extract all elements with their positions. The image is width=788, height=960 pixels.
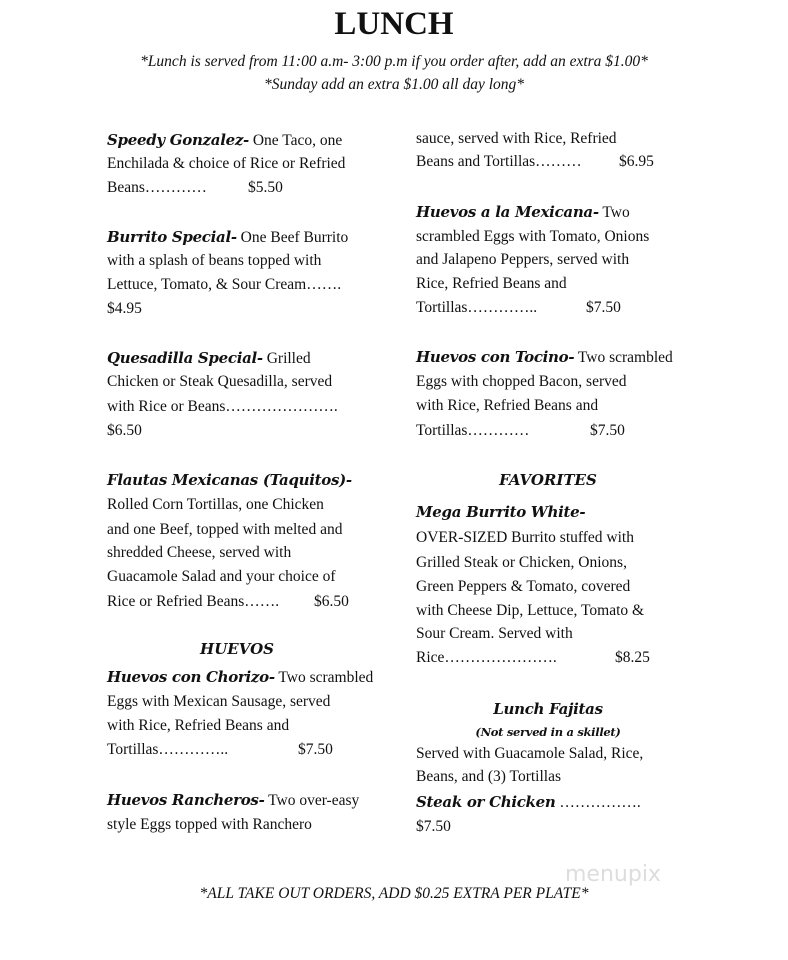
item-desc: with Cheese Dip, Lettuce, Tomato & [416,602,645,619]
item-desc: and Jalapeno Peppers, served with [416,251,630,268]
item-desc: Green Peppers & Tomato, covered [416,578,631,595]
watermark-logo: menupix [565,862,661,887]
item-price: $7.50 [590,422,625,439]
item-name: Huevos con Tocino- [416,348,575,366]
item-desc: Beans and Tortillas……… [416,153,582,170]
item-desc: Rice or Refried Beans……. [107,593,280,610]
item-price: $6.50 [314,593,349,610]
item-desc: Rice…………………. [416,649,557,666]
item-desc: style Eggs topped with Ranchero [107,816,312,833]
item-desc: One Beef Burrito [236,229,349,246]
item-name: Huevos con Chorizo- [107,668,275,686]
section-heading-huevos: HUEVOS [200,640,274,658]
item-desc: Enchilada & choice of Rice or Refried [107,155,346,172]
item-desc: Two scrambled [274,669,374,686]
item-desc: Rice, Refried Beans and [416,275,567,292]
item-price: $7.50 [416,818,451,835]
item-desc: Grilled Steak or Chicken, Onions, [416,554,627,571]
item-name: Mega Burrito White- [416,503,586,521]
item-price: $6.50 [107,422,142,439]
item-desc: and one Beef, topped with melted and [107,521,343,538]
item-desc: Beans………… [107,179,207,196]
item-desc: with Rice, Refried Beans and [416,397,599,414]
item-desc: Beans, and (3) Tortillas [416,768,561,785]
item-desc: OVER-SIZED Burrito stuffed with [416,529,634,546]
item-desc: sauce, served with Rice, Refried [416,130,617,147]
item-subnote: (Not served in a skillet) [475,725,621,739]
item-desc: Sour Cream. Served with [416,625,573,642]
item-desc: Chicken or Steak Quesadilla, served [107,373,333,390]
sunday-note: *Sunday add an extra $1.00 all day long* [263,76,525,93]
item-price: $8.25 [615,649,650,666]
item-option: Steak or Chicken [416,793,556,811]
item-dots: ……………. [555,794,641,811]
item-price: $6.95 [619,153,654,170]
item-desc: Tortillas………… [416,422,530,439]
item-name: Speedy Gonzalez- [107,131,249,149]
item-desc: with a splash of beans topped with [107,252,322,269]
item-desc: Two over-easy [264,792,360,809]
item-name: Quesadilla Special- [107,349,263,367]
item-name: Lunch Fajitas [493,700,603,718]
item-desc: Lettuce, Tomato, & Sour Cream……. [107,276,342,293]
item-desc: Tortillas………….. [416,299,538,316]
item-desc: Rolled Corn Tortillas, one Chicken [107,496,324,513]
page-title: LUNCH [334,6,454,42]
item-desc: scrambled Eggs with Tomato, Onions [416,228,650,245]
item-desc: Guacamole Salad and your choice of [107,568,336,585]
item-price: $4.95 [107,300,142,317]
section-heading-favorites: FAVORITES [499,471,597,489]
item-name: Huevos Rancheros- [107,791,265,809]
item-desc: shredded Cheese, served with [107,544,292,561]
item-price: $7.50 [586,299,621,316]
takeout-footer-note: *ALL TAKE OUT ORDERS, ADD $0.25 EXTRA PER PLATE* [199,885,589,902]
item-desc: Served with Guacamole Salad, Rice, [416,745,644,762]
item-desc: Two [598,204,630,221]
item-desc: Eggs with chopped Bacon, served [416,373,627,390]
item-name: Burrito Special- [107,228,237,246]
item-desc: Tortillas………….. [107,741,229,758]
item-name: Flautas Mexicanas (Taquitos)- [107,471,352,489]
item-desc: Grilled [262,350,311,367]
lunch-hours-note: *Lunch is served from 11:00 a.m- 3:00 p.m if you order after, add an extra $1.00* [140,53,648,70]
item-desc: with Rice or Beans…………………. [107,398,338,415]
item-price: $7.50 [298,741,333,758]
item-desc: Two scrambled [574,349,673,366]
item-name: Huevos a la Mexicana- [416,203,599,221]
item-desc: with Rice, Refried Beans and [107,717,290,734]
item-desc: One Taco, one [248,132,343,149]
item-price: $5.50 [248,179,283,196]
item-desc: Eggs with Mexican Sausage, served [107,693,331,710]
